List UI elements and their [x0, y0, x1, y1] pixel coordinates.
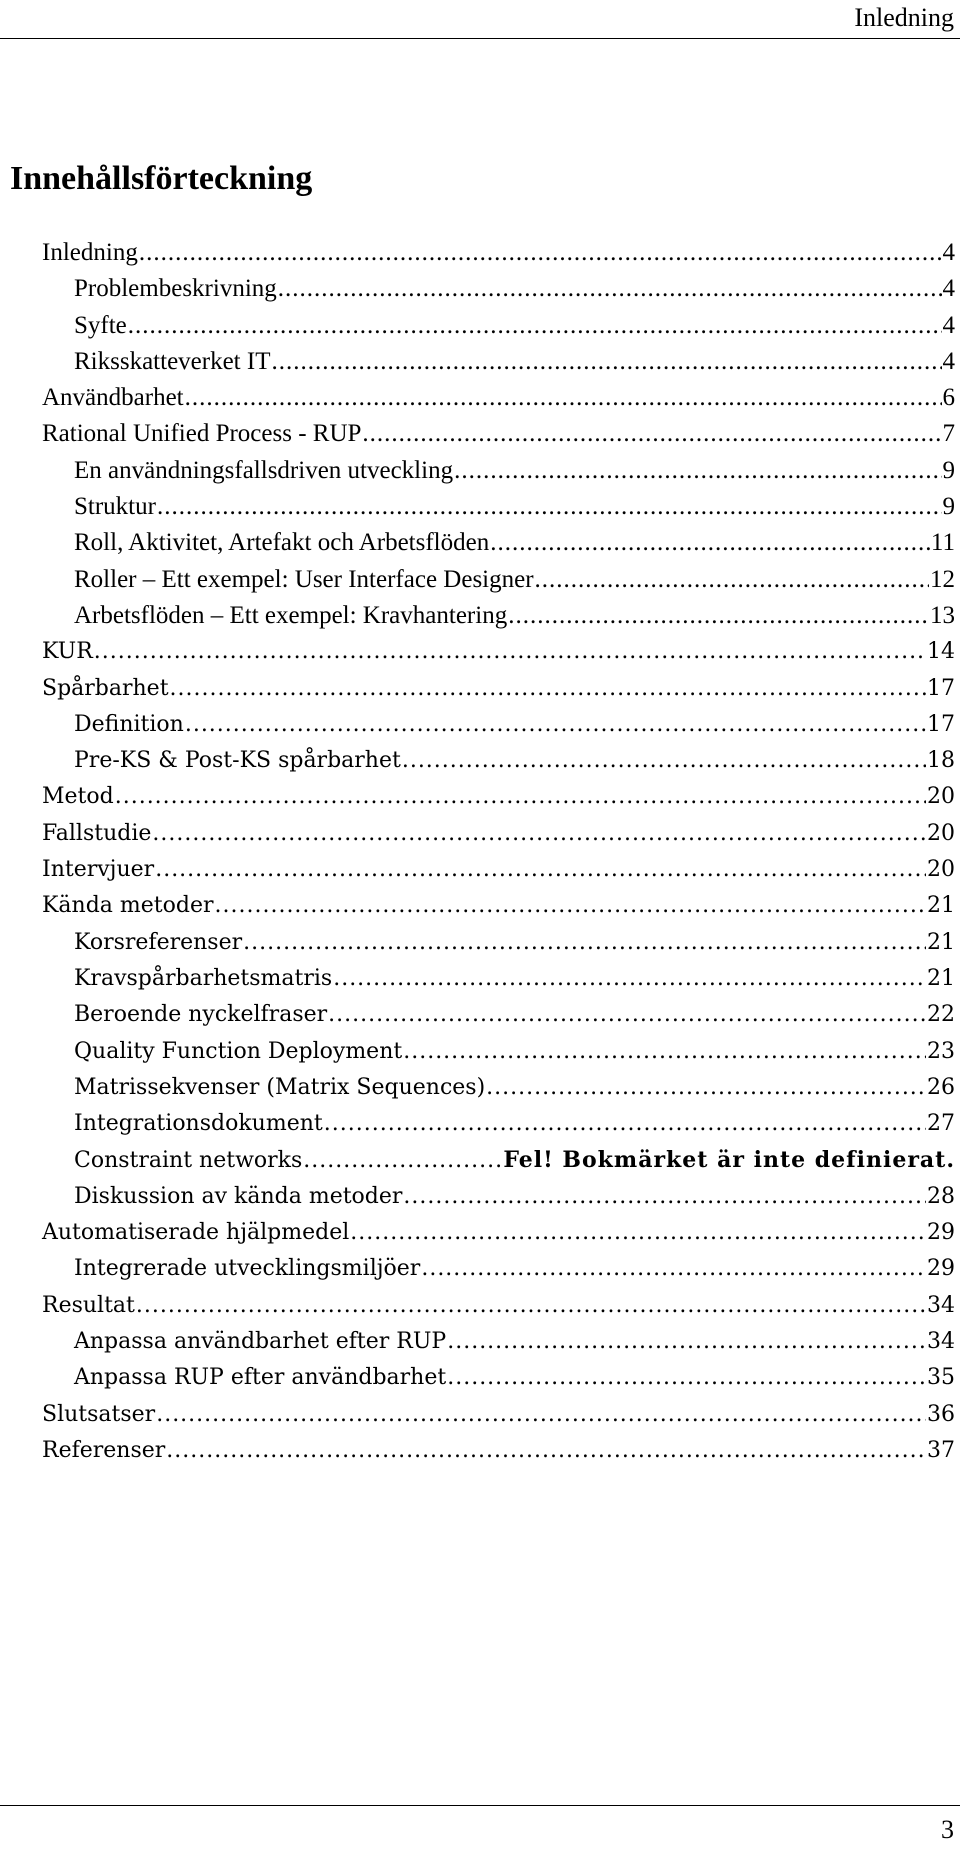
toc-entry-page-error: Fel! Bokmärket är inte definierat.	[503, 1147, 955, 1174]
toc-entry-page: 12	[930, 565, 955, 593]
toc-dot-leader	[271, 347, 941, 377]
toc-entry[interactable]	[42, 1363, 955, 1399]
toc-entry-page: 17	[927, 711, 955, 737]
toc-entry-label: Diskussion av kända metoder	[74, 1183, 403, 1209]
toc-entry-page: 29	[927, 1256, 955, 1282]
toc-entry[interactable]	[42, 855, 955, 891]
toc-entry-page: 4	[942, 311, 955, 339]
toc-dot-leader	[128, 311, 942, 341]
toc-entry-page: 17	[927, 675, 955, 701]
toc-dot-leader	[156, 1400, 926, 1430]
toc-entry[interactable]	[42, 238, 955, 274]
toc-entry-page: 36	[927, 1401, 955, 1427]
toc-entry-label: Intervjuer	[42, 857, 155, 883]
toc-entry-page: 26	[927, 1074, 955, 1100]
toc-entry-page: 20	[927, 820, 955, 846]
toc-dot-leader	[136, 1291, 926, 1321]
toc-dot-leader	[535, 565, 929, 595]
toc-entry-page: 28	[927, 1183, 955, 1209]
toc-entry-page: 11	[930, 529, 955, 557]
toc-entry[interactable]	[42, 710, 955, 746]
toc-entry[interactable]	[42, 637, 955, 673]
toc-entry-label: KUR	[42, 639, 93, 665]
toc-entry-label: Constraint networks	[74, 1148, 303, 1174]
toc-entry-label: Struktur	[74, 493, 156, 521]
toc-entry[interactable]	[42, 347, 955, 383]
toc-entry-label: Quality Function Deployment	[74, 1038, 403, 1064]
toc-entry[interactable]	[42, 565, 955, 601]
toc-entry-page: 27	[927, 1111, 955, 1137]
page-number: 3	[941, 1815, 954, 1844]
toc-entry-label: Kända metoder	[42, 893, 214, 919]
toc-entry-page: 9	[942, 493, 955, 521]
toc-entry-page: 7	[942, 420, 955, 448]
toc-entry[interactable]	[42, 601, 955, 637]
toc-entry-label: Riksskatteverket IT	[74, 347, 271, 375]
toc-entry-label: Roll, Aktivitet, Artefakt och Arbetsflöden	[74, 529, 490, 557]
toc-entry[interactable]	[42, 1182, 955, 1218]
header-title: Inledning	[854, 3, 954, 32]
toc-dot-leader	[350, 1218, 926, 1248]
toc-entry-page: 23	[927, 1038, 955, 1064]
toc-entry[interactable]	[42, 492, 955, 528]
toc-dot-leader	[328, 1000, 926, 1030]
toc-entry[interactable]	[42, 674, 955, 710]
toc-entry[interactable]	[42, 1109, 955, 1145]
toc-entry-label: Pre-KS & Post-KS spårbarhet	[74, 748, 401, 774]
toc-dot-leader	[402, 746, 926, 776]
toc-dot-leader	[243, 928, 926, 958]
toc-dot-leader	[508, 601, 929, 631]
toc-entry[interactable]	[42, 746, 955, 782]
footer-divider	[0, 1805, 960, 1806]
toc-dot-leader	[139, 238, 942, 268]
toc-entry-label: Syfte	[74, 311, 127, 339]
toc-dot-leader	[362, 419, 941, 449]
toc-dot-leader	[152, 819, 926, 849]
toc-title: Innehållsförteckning	[10, 160, 313, 197]
running-header	[0, 0, 960, 39]
toc-entry[interactable]	[42, 383, 955, 419]
toc-entry[interactable]	[42, 528, 955, 564]
toc-dot-leader	[215, 891, 927, 921]
toc-entry-label: Arbetsflöden – Ett exempel: Kravhantering	[74, 601, 508, 629]
toc-entry-page: 13	[930, 601, 955, 629]
toc-entry-page: 18	[927, 748, 955, 774]
toc-entry[interactable]	[42, 1327, 955, 1363]
toc-dot-leader	[324, 1109, 926, 1139]
toc-entry[interactable]	[42, 1000, 955, 1036]
toc-entry-label: Rational Unified Process - RUP	[42, 420, 362, 448]
toc-entry[interactable]	[42, 1254, 955, 1290]
toc-entry-label: Automatiserade hjälpmedel	[42, 1220, 350, 1246]
toc-entry-page: 34	[927, 1328, 955, 1354]
toc-entry-page: 9	[942, 456, 955, 484]
toc-entry[interactable]	[42, 456, 955, 492]
toc-dot-leader	[486, 1073, 926, 1103]
toc-entry-label: Användbarhet	[42, 384, 184, 412]
toc-entry-label: Korsreferenser	[74, 929, 243, 955]
toc-dot-leader	[157, 492, 942, 522]
table-of-contents	[42, 238, 955, 1472]
toc-entry-label: Beroende nyckelfraser	[74, 1002, 328, 1028]
toc-entry-page: 21	[927, 929, 955, 955]
toc-entry-page: 35	[927, 1365, 955, 1391]
toc-dot-leader	[170, 674, 926, 704]
toc-entry-label: Matrissekvenser (Matrix Sequences)	[74, 1074, 486, 1100]
toc-dot-leader	[155, 855, 926, 885]
toc-entry[interactable]	[42, 1145, 955, 1181]
toc-entry[interactable]	[42, 891, 955, 927]
toc-entry[interactable]	[42, 1291, 955, 1327]
toc-entry[interactable]	[42, 1037, 955, 1073]
toc-entry-label: Inledning	[42, 239, 138, 266]
toc-entry[interactable]	[42, 782, 955, 818]
toc-entry-label: Roller – Ett exempel: User Interface Designer	[74, 565, 534, 593]
toc-entry[interactable]	[42, 274, 955, 310]
toc-entry[interactable]	[42, 928, 955, 964]
toc-entry[interactable]	[42, 1073, 955, 1109]
toc-entry-label: Spårbarhet	[42, 675, 169, 701]
toc-entry-page: 14	[927, 639, 955, 665]
toc-entry-label: En användningsfallsdriven utveckling	[74, 456, 454, 484]
toc-entry[interactable]	[42, 1436, 955, 1472]
toc-entry-page: 34	[927, 1292, 955, 1318]
toc-entry[interactable]	[42, 819, 955, 855]
toc-dot-leader	[454, 456, 941, 486]
toc-entry[interactable]	[42, 1218, 955, 1254]
toc-entry-page: 4	[942, 347, 955, 375]
toc-entry-page: 20	[927, 857, 955, 883]
toc-entry-page: 6	[942, 384, 955, 412]
toc-dot-leader	[447, 1363, 926, 1393]
toc-entry[interactable]	[42, 311, 955, 347]
toc-dot-leader	[447, 1327, 926, 1357]
toc-entry-label: Integrerade utvecklingsmiljöer	[74, 1256, 421, 1282]
toc-entry-label: Slutsatser	[42, 1401, 156, 1427]
toc-dot-leader	[303, 1146, 502, 1176]
toc-dot-leader	[403, 1037, 926, 1067]
toc-dot-leader	[115, 782, 926, 812]
toc-dot-leader	[421, 1254, 926, 1284]
toc-entry[interactable]	[42, 419, 955, 455]
toc-dot-leader	[94, 637, 926, 667]
toc-entry[interactable]	[42, 1400, 955, 1436]
toc-entry-label: Resultat	[42, 1292, 135, 1318]
toc-dot-leader	[185, 710, 926, 740]
toc-entry-label: Integrationsdokument	[74, 1111, 323, 1137]
toc-entry-page: 29	[927, 1220, 955, 1246]
toc-entry-label: Metod	[42, 784, 114, 810]
toc-entry-label: Fallstudie	[42, 820, 152, 846]
toc-entry-label: Definition	[74, 711, 184, 737]
toc-dot-leader	[185, 383, 942, 413]
toc-entry-page: 4	[942, 275, 955, 303]
toc-entry-page: 20	[927, 784, 955, 810]
toc-entry-label: Kravspårbarhetsmatris	[74, 965, 333, 991]
toc-entry-page: 21	[927, 893, 955, 919]
toc-entry-label: Referenser	[42, 1437, 166, 1463]
toc-entry-label: Anpassa RUP efter användbarhet	[74, 1365, 447, 1391]
toc-dot-leader	[490, 528, 930, 558]
toc-entry-page: 4	[942, 239, 955, 266]
toc-entry-page: 37	[927, 1437, 955, 1463]
toc-dot-leader	[333, 964, 926, 994]
toc-entry-label: Problembeskrivning	[74, 275, 277, 303]
toc-entry[interactable]	[42, 964, 955, 1000]
toc-dot-leader	[166, 1436, 926, 1466]
toc-dot-leader	[278, 274, 942, 304]
toc-entry-page: 21	[927, 965, 955, 991]
toc-dot-leader	[403, 1182, 926, 1212]
toc-entry-label: Anpassa användbarhet efter RUP	[74, 1328, 447, 1354]
toc-entry-page: 22	[927, 1002, 955, 1028]
